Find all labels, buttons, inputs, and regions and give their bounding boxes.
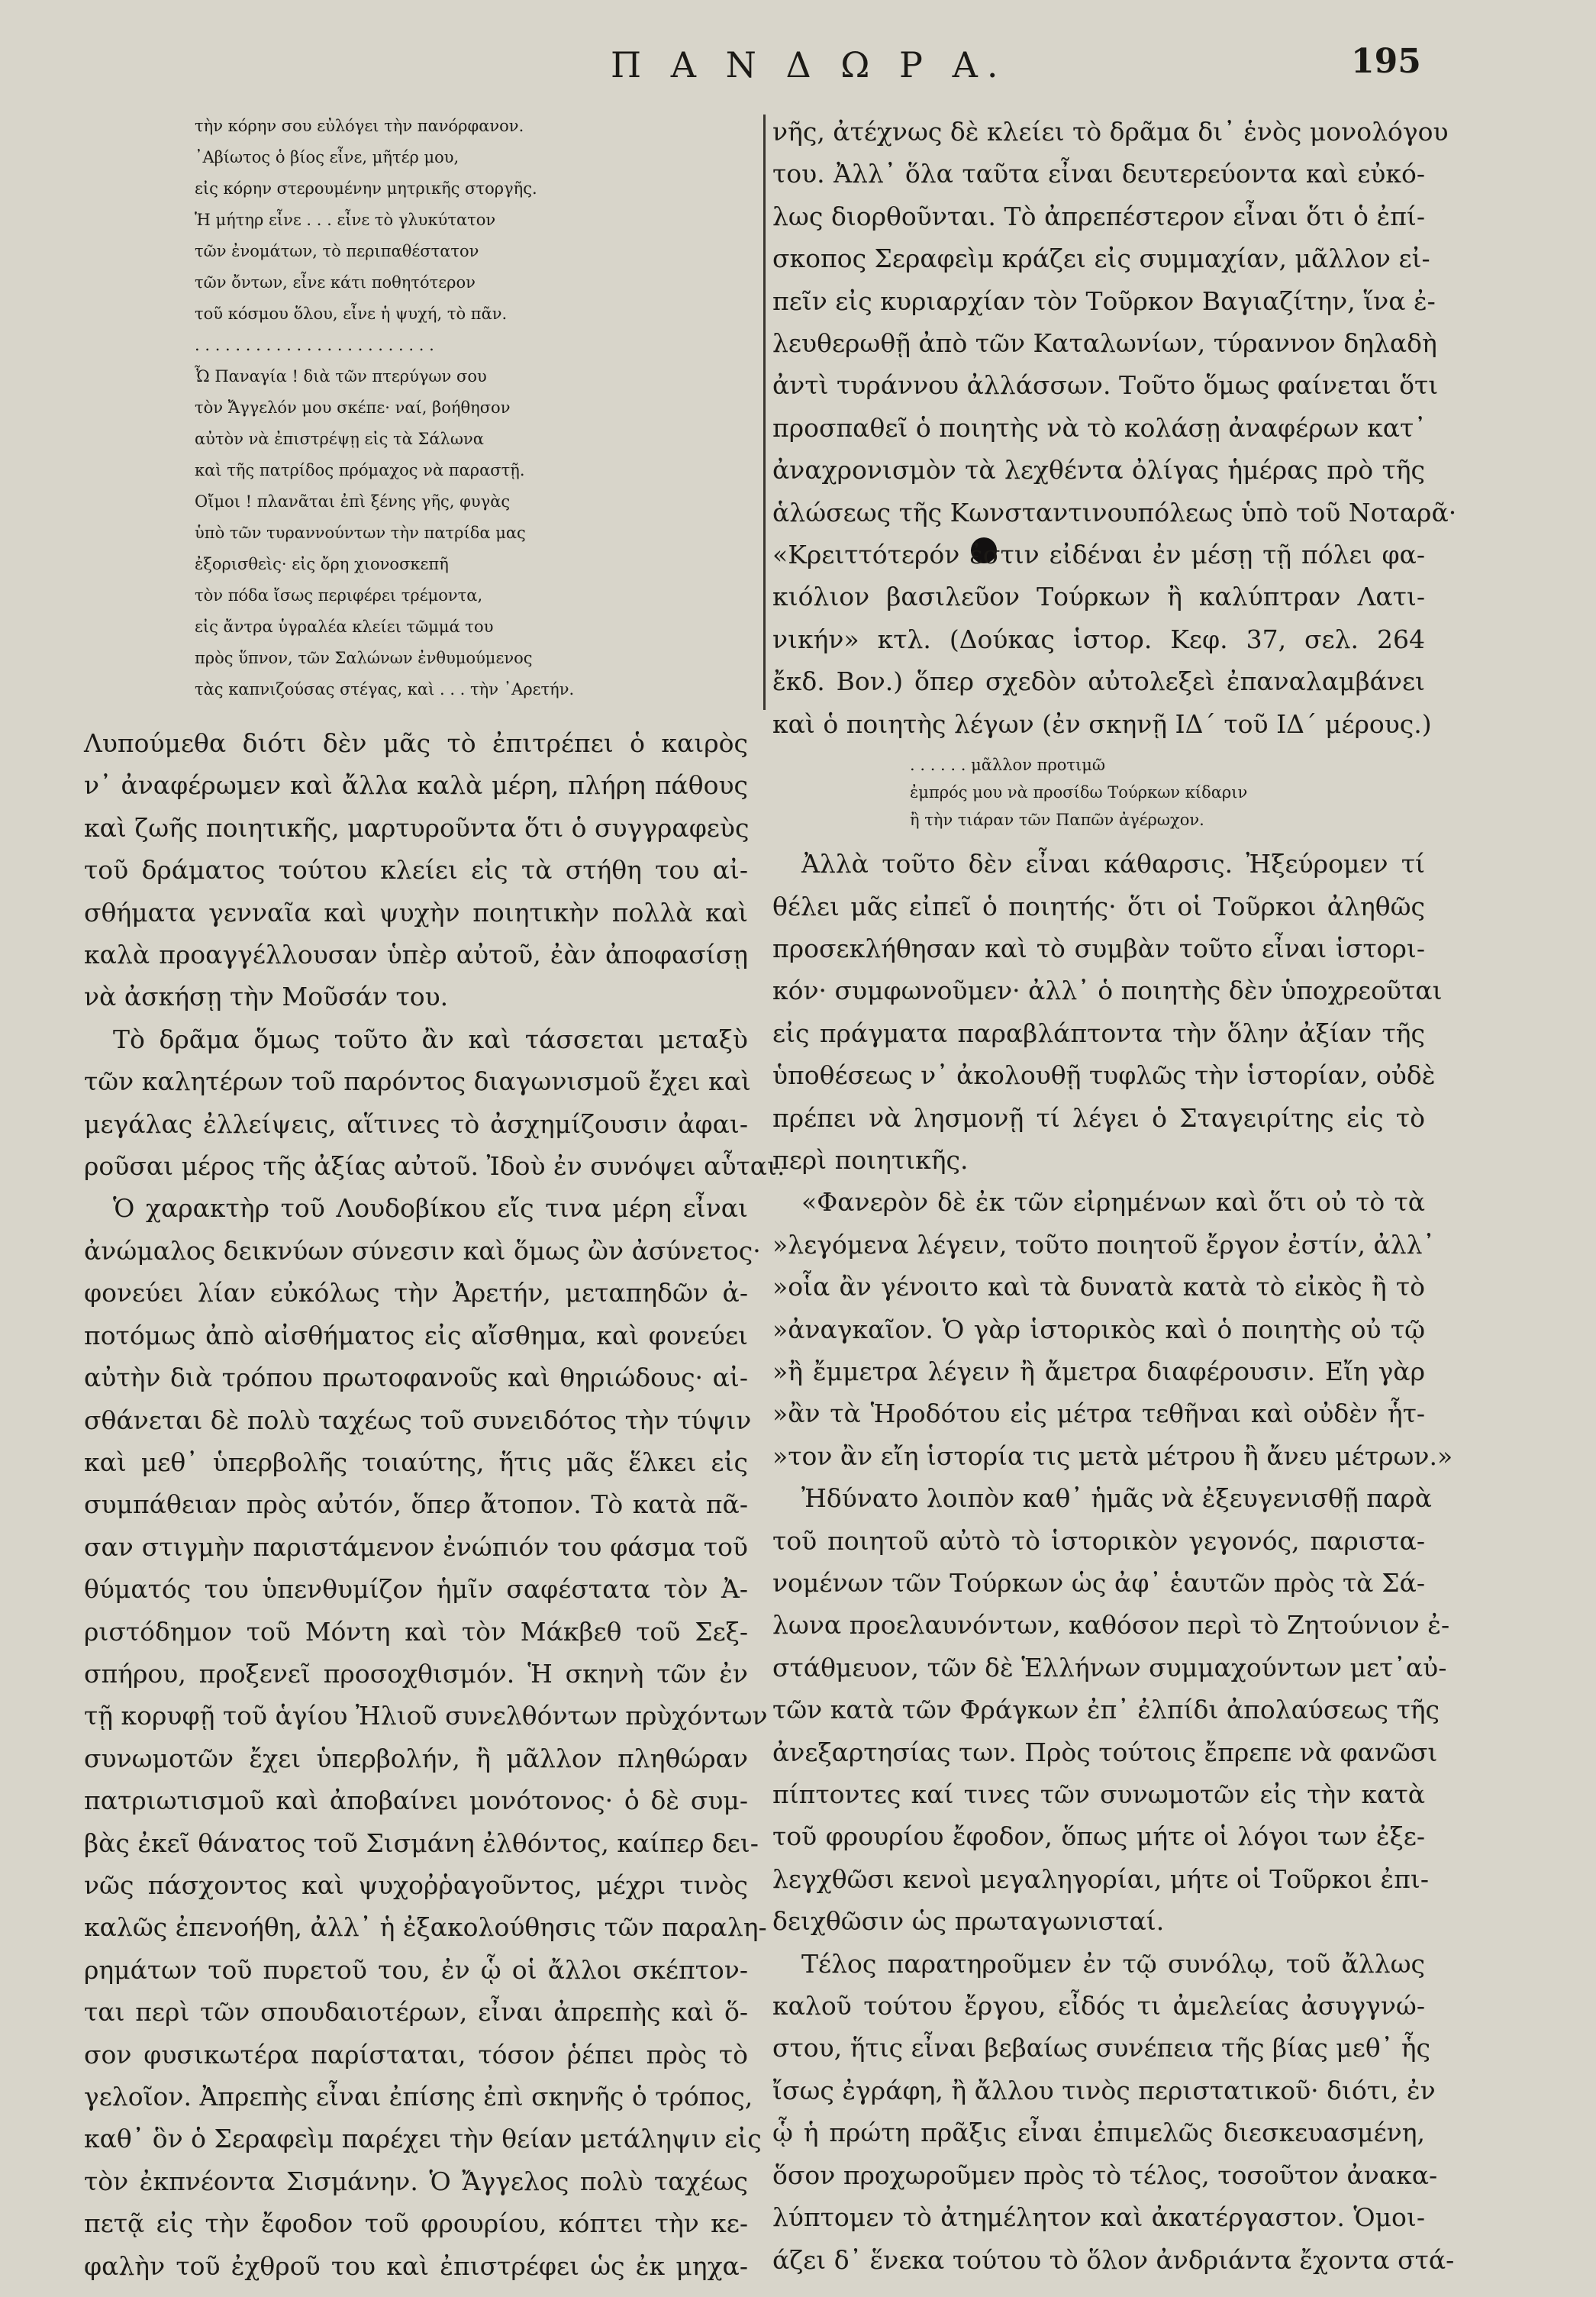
text-line: στου, ἥτις εἶναι βεβαίως συνέπεια τῆς βίας μεθ᾿ ἧς — [772, 2033, 1430, 2063]
verse-line: Οἴμοι ! πλανᾶται ἐπὶ ξένης γῆς, φυγὰς — [195, 492, 511, 511]
text-line: πεῖν εἰς κυριαρχίαν τὸν Τοῦρκον Βαγιαζίτην, ἵνα ἐ- — [772, 286, 1436, 316]
text-line: καὶ μεθ᾿ ὑπερβολῆς τοιαύτης, ἥτις μᾶς ἕλκει εἰς — [84, 1447, 748, 1477]
column-divider — [763, 115, 766, 710]
text-line: τὸν ἐκπνέοντα Σισμάνην. Ὁ Ἄγγελος πολὺ ταχέως — [84, 2166, 748, 2196]
paragraph — [84, 1187, 768, 2287]
inset-quote — [772, 751, 1425, 834]
verse-line: τὸν πόδα ἴσως περιφέρει τρέμοντα, — [195, 586, 483, 605]
verse-line: ἢ τὴν τιάραν τῶν Παπῶν ἀγέρωχον. — [910, 811, 1204, 830]
paragraph — [772, 1181, 1453, 1477]
text-line: ρημάτων τοῦ πυρετοῦ του, ἐν ᾧ οἱ ἄλλοι σκέπτον- — [84, 1954, 748, 1985]
text-line: ᾧ ἡ πρώτη πρᾶξις εἶναι ἐπιμελῶς διεσκευασμένη, — [772, 2118, 1425, 2148]
text-line: πατριωτισμοῦ καὶ ἀποβαίνει μονότονος· ὁ δὲ συμ- — [84, 1786, 748, 1816]
text-line: Ὁ χαρακτὴρ τοῦ Λουδοβίκου εἴς τινα μέρη εἶναι — [113, 1193, 748, 1224]
text-line: βὰς ἐκεῖ θάνατος τοῦ Σισμάνη ἐλθόντος, καίπερ δει- — [84, 1828, 759, 1858]
text-line: καθ᾿ ὃν ὁ Σεραφεὶμ παρέχει τὴν θείαν μετάληψιν εἰς — [84, 2124, 762, 2154]
text-line: σπήρου, προξενεῖ προσοχθισμόν. Ἡ σκηνὴ τῶν ἐν — [84, 1658, 748, 1689]
text-line: »οἷα ἂν γένοιτο καὶ τὰ δυνατὰ κατὰ τὸ εἰκὸς ἢ τὸ — [772, 1272, 1425, 1302]
text-line: μεγάλας ἐλλείψεις, αἵτινες τὸ ἀσχημίζουσιν ἀφαι- — [84, 1108, 748, 1139]
paragraph — [84, 722, 748, 1018]
text-line: σκοπος Σεραφεὶμ κράζει εἰς συμμαχίαν, μᾶλλον εἰ- — [772, 244, 1430, 274]
text-line: ἔκδ. Βον.) ὅπερ σχεδὸν αὐτολεξεὶ ἐπαναλαμβάνει — [772, 666, 1425, 697]
text-line: προσπαθεῖ ὁ ποιητὴς νὰ τὸ κολάσῃ ἀναφέρων κατ᾿ — [772, 412, 1427, 443]
text-line: συνωμοτῶν ἔχει ὑπερβολήν, ἢ μᾶλλον πληθώραν — [84, 1743, 748, 1773]
text-line: λωνα προελαυνόντων, καθόσον περὶ τὸ Ζητούνιον ἐ- — [772, 1610, 1450, 1640]
text-line: σθήματα γενναῖα καὶ ψυχὴν ποιητικὴν πολλὰ καὶ — [84, 897, 748, 928]
text-line: καὶ ὁ ποιητὴς λέγων (ἐν σκηνῇ ΙΔ´ τοῦ ΙΔ´ μέρους.) — [772, 708, 1432, 739]
text-line: λευθερωθῇ ἀπὸ τῶν Καταλωνίων, τύραννον δηλαδὴ — [772, 328, 1437, 359]
verse-line: εἰς ἄντρα ὑγραλέα κλείει τῶμμά του — [195, 618, 494, 636]
text-line: «Φανερὸν δὲ ἐκ τῶν εἰρημένων καὶ ὅτι οὐ τὸ τὰ — [801, 1187, 1425, 1218]
verse-line: ἐξορισθεὶς· εἰς ὄρη χιονοσκεπῆ — [195, 555, 449, 573]
page-number: 195 — [1351, 42, 1421, 81]
text-line: »ἀναγκαῖον. Ὁ γὰρ ἱστορικὸς καὶ ὁ ποιητὴς οὐ τῷ — [772, 1314, 1425, 1344]
verse-line: . . . . . . μᾶλλον προτιμῶ — [910, 756, 1106, 775]
text-line: πίπτοντες καί τινες τῶν συνωμοτῶν εἰς τὴν κατὰ — [772, 1779, 1425, 1810]
text-line: λως διορθοῦνται. Τὸ ἀπρεπέστερον εἶναι ὅτι ὁ ἐπί- — [772, 201, 1425, 231]
text-line: του. Ἀλλ᾿ ὅλα ταῦτα εἶναι δευτερεύοντα καὶ εὐκό- — [772, 159, 1425, 189]
text-line: συμπάθειαν πρὸς αὐτόν, ὅπερ ἄτοπον. Τὸ κατὰ πᾶ- — [84, 1489, 748, 1520]
text-line: αὐτὴν διὰ τρόπου πρωτοφανοῦς καὶ θηριώδους· αἰ- — [84, 1363, 748, 1393]
text-line: »ἢ ἔμμετρα λέγειν ἢ ἄμετρα διαφέρουσιν. Εἴη γὰρ — [772, 1356, 1425, 1386]
text-line: τῶν καλητέρων τοῦ παρόντος διαγωνισμοῦ ἔχει καὶ — [84, 1066, 751, 1097]
text-line: πετᾷ εἰς τὴν ἔφοδον τοῦ φρουρίου, κόπτει τὴν κε- — [84, 2208, 748, 2239]
text-line: κόν· συμφωνοῦμεν· ἀλλ᾿ ὁ ποιητὴς δὲν ὑποχρεοῦται — [772, 976, 1443, 1006]
text-line: ἴσως ἐγράφη, ἢ ἄλλου τινὸς περιστατικοῦ· διότι, ἐν — [772, 2075, 1436, 2105]
paragraph — [772, 111, 1457, 745]
verse-line: αὐτὸν νὰ ἐπιστρέψῃ εἰς τὰ Σάλωνα — [195, 430, 484, 448]
verse-line: εἰς κόρην στερουμένην μητρικῆς στοργῆς. — [195, 179, 537, 198]
paragraph — [772, 843, 1443, 1181]
verse-line: . . . . . . . . . . . . . . . . . . . . . . . . — [195, 336, 434, 354]
text-line: ποτόμως ἀπὸ αἰσθήματος εἰς αἴσθημα, καὶ φονεύει — [84, 1320, 748, 1350]
text-line: σθάνεται δὲ πολὺ ταχέως τοῦ συνειδότος τὴν τύψιν — [84, 1405, 752, 1435]
verse-line: Ὦ Παναγία ! διὰ τῶν πτερύγων σου — [195, 367, 487, 386]
text-line: ν᾿ ἀναφέρωμεν καὶ ἄλλα καλὰ μέρη, πλήρη πάθους — [84, 770, 748, 801]
text-line: νικήν» κτλ. (Δούκας ἱστορ. Κεφ. 37, σελ. 264 — [772, 624, 1425, 654]
text-line: ἀναχρονισμὸν τὰ λεχθέντα ὀλίγας ἡμέρας πρὸ τῆς — [772, 455, 1425, 486]
verse-line: τὴν κόρην σου εὐλόγει τὴν πανόρφανον. — [195, 117, 524, 135]
text-line: προσεκλήθησαν καὶ τὸ συμβὰν τοῦτο εἶναι ἱστορι- — [772, 933, 1425, 963]
text-line: ἁλώσεως τῆς Κωνσταντινουπόλεως ὑπὸ τοῦ Νοταρᾶ· — [772, 497, 1457, 527]
right-column — [772, 111, 1457, 2281]
text-line: τοῦ ποιητοῦ αὐτὸ τὸ ἱστορικὸν γεγονός, παριστα- — [772, 1525, 1425, 1556]
text-line: νομένων τῶν Τούρκων ὡς ἀφ᾿ ἑαυτῶν πρὸς τὰ Σά- — [772, 1568, 1425, 1598]
text-line: νῶς πάσχοντος καὶ ψυχοῤῥαγοῦντος, μέχρι τινὸς — [84, 1870, 748, 1900]
verse-line: ἐμπρός μου νὰ προσίδω Τούρκων κίδαριν — [910, 783, 1248, 802]
text-line: Λυπούμεθα διότι δὲν μᾶς τὸ ἐπιτρέπει ὁ καιρὸς — [84, 728, 748, 758]
running-title: Π Α Ν Δ Ω Ρ Α. — [611, 44, 1008, 85]
verse-line: τὰς καπνιζούσας στέγας, καὶ . . . τὴν ᾿Αρετήν. — [195, 680, 575, 698]
text-line: ὑποθέσεως ν᾿ ἀκολουθῇ τυφλῶς τὴν ἱστορίαν, οὐδὲ — [772, 1060, 1436, 1091]
text-line: κιόλιον βασιλεῦον Τούρκων ἢ καλύπτραν Λατι- — [772, 582, 1425, 612]
text-line: τοῦ δράματος τούτου κλείει εἰς τὰ στήθη του αἰ- — [84, 855, 748, 886]
paragraph — [772, 1943, 1455, 2281]
left-column — [84, 111, 785, 2287]
text-line: καὶ ζωῆς ποιητικῆς, μαρτυροῦντα ὅτι ὁ συγγραφεὺς — [84, 812, 750, 843]
text-line: ἀνώμαλος δεικνύων σύνεσιν καὶ ὅμως ὢν ἀσύνετος· — [84, 1235, 761, 1266]
text-line: ροῦσαι μέρος τῆς ἀξίας αὐτοῦ. Ἰδοὺ ἐν συνόψει αὗται. — [84, 1151, 785, 1182]
text-line: στάθμευον, τῶν δὲ Ἑλλήνων συμμαχούντων μετ᾿αὐ- — [772, 1652, 1447, 1682]
text-line: Ἠδύνατο λοιπὸν καθ᾿ ἡμᾶς νὰ ἐξευγενισθῇ παρὰ — [801, 1483, 1432, 1514]
text-line: »λεγόμενα λέγειν, τοῦτο ποιητοῦ ἔργον ἐστίν, ἀλλ᾿ — [772, 1229, 1436, 1260]
text-line: δειχθῶσιν ὡς πρωταγωνισταί. — [772, 1906, 1165, 1937]
text-line: λεγχθῶσι κενοὶ μεγαληγορίαι, μήτε οἱ Τοῦρκοι ἐπι- — [772, 1863, 1430, 1894]
verse-line: τῶν ὄντων, εἶνε κάτι ποθητότερον — [195, 273, 476, 292]
text-line: νῆς, ἀτέχνως δὲ κλείει τὸ δρᾶμα δι᾿ ἑνὸς μονολόγου — [772, 117, 1449, 147]
text-line: καλῶς ἐπενοήθη, ἀλλ᾿ ἡ ἐξακολούθησις τῶν παραλη- — [84, 1912, 767, 1943]
text-line: λύπτομεν τὸ ἀτημέλητον καὶ ἀκατέργαστον. Ὁμοι- — [772, 2202, 1425, 2233]
text-line: τῇ κορυφῇ τοῦ ἁγίου Ἠλιοῦ συνελθόντων πρὺχόντων — [84, 1701, 768, 1731]
text-line: Τέλος παρατηροῦμεν ἐν τῷ συνόλῳ, τοῦ ἄλλως — [801, 1948, 1425, 1979]
verse-line: ᾿Αβίωτος ὁ βίος εἶνε, μῆτέρ μου, — [195, 148, 459, 166]
paragraph — [772, 1477, 1450, 1942]
text-line: «Κρειττότερόν ἐστιν εἰδέναι ἐν μέσῃ τῇ πόλει φα- — [772, 540, 1425, 570]
text-line: εἰς πράγματα παραβλάπτοντα τὴν ὅλην ἀξίαν τῆς — [772, 1018, 1425, 1048]
text-line: σαν στιγμὴν παριστάμενον ἐνώπιόν του φάσμα τοῦ — [84, 1531, 748, 1562]
text-line: φαλὴν τοῦ ἐχθροῦ του καὶ ἐπιστρέφει ὡς ἐκ μηχα- — [84, 2250, 748, 2281]
text-line: »τον ἂν εἴη ἱστορία τις μετὰ μέτρου ἢ ἄνευ μέτρων.» — [772, 1440, 1453, 1471]
text-line: τοῦ φρουρίου ἔφοδον, ὅπως μήτε οἱ λόγοι των ἐξε- — [772, 1821, 1425, 1852]
text-line: ἀντὶ τυράννου ἀλλάσσων. Τοῦτο ὅμως φαίνεται ὅτι — [772, 370, 1439, 401]
text-line: άζει δ᾿ ἕνεκα τούτου τὸ ὅλον ἀνδριάντα ἔχοντα στά- — [772, 2244, 1455, 2275]
text-line: Τὸ δρᾶμα ὅμως τοῦτο ἂν καὶ τάσσεται μεταξὺ — [113, 1024, 748, 1054]
text-line: ἀνεξαρτησίας των. Πρὸς τούτοις ἔπρεπε νὰ φανῶσι — [772, 1737, 1438, 1767]
text-line: γελοῖον. Ἀπρεπὴς εἶναι ἐπίσης ἐπὶ σκηνῆς ὁ τρόπος, — [84, 2082, 753, 2111]
poem-excerpt — [84, 111, 748, 705]
text-line: ριστόδημον τοῦ Μόντη καὶ τὸν Μάκβεθ τοῦ Σεξ- — [84, 1616, 748, 1647]
verse-line: ὑπὸ τῶν τυραννούντων τὴν πατρίδα μας — [195, 524, 526, 542]
text-line: σον φυσικωτέρα παρίσταται, τόσον ῥέπει πρὸς τὸ — [84, 2039, 748, 2070]
verse-line: καὶ τῆς πατρίδος πρόμαχος νὰ παραστῇ. — [195, 461, 525, 479]
text-line: καλὰ προαγγέλλουσαν ὑπὲρ αὐτοῦ, ἐὰν ἀποφασίσῃ — [84, 940, 748, 970]
text-line: νὰ ἀσκήσῃ τὴν Μοῦσάν του. — [84, 982, 449, 1012]
text-line: καλοῦ τούτου ἔργου, εἶδός τι ἀμελείας ἀσυγγνώ- — [772, 1991, 1425, 2021]
paragraph — [84, 1018, 785, 1188]
text-line: »ἂν τὰ Ἡροδότου εἰς μέτρα τεθῆναι καὶ οὐδὲν ἧτ- — [772, 1399, 1425, 1429]
verse-line: Ἡ μήτηρ εἶνε . . . εἶνε τὸ γλυκύτατον — [195, 211, 496, 229]
verse-line: τοῦ κόσμου ὅλου, εἶνε ἡ ψυχή, τὸ πᾶν. — [195, 305, 508, 323]
text-line: ται περὶ τῶν σπουδαιοτέρων, εἶναι ἀπρεπὴς καὶ ὅ- — [84, 1997, 748, 2028]
text-line: πρέπει νὰ λησμονῇ τί λέγει ὁ Σταγειρίτης εἰς τὸ — [772, 1102, 1425, 1133]
verse-line: πρὸς ὕπνον, τῶν Σαλώνων ἐνθυμούμενος — [195, 649, 533, 667]
verse-line: τὸν Ἄγγελόν μου σκέπε· ναί, βοήθησον — [195, 398, 511, 417]
text-line: φονεύει λίαν εὐκόλως τὴν Ἀρετήν, μεταπηδῶν ἀ- — [84, 1278, 748, 1308]
verse-line: τῶν ἐνομάτων, τὸ περιπαθέστατον — [195, 242, 479, 260]
text-line: θύματός του ὑπενθυμίζον ἡμῖν σαφέστατα τὸν Ἀ- — [84, 1574, 748, 1605]
text-line: θέλει μᾶς εἰπεῖ ὁ ποιητής· ὅτι οἱ Τοῦρκοι ἀληθῶς — [772, 891, 1425, 921]
text-line: ὅσον προχωροῦμεν πρὸς τὸ τέλος, τοσοῦτον ἀνακα- — [772, 2160, 1438, 2190]
text-line: περὶ ποιητικῆς. — [772, 1144, 969, 1175]
text-line: Ἀλλὰ τοῦτο δὲν εἶναι κάθαρσις. Ἠξεύρομεν τί — [801, 849, 1425, 879]
text-line: τῶν κατὰ τῶν Φράγκων ἐπ᾿ ἐλπίδι ἀπολαύσεως τῆς — [772, 1695, 1440, 1725]
